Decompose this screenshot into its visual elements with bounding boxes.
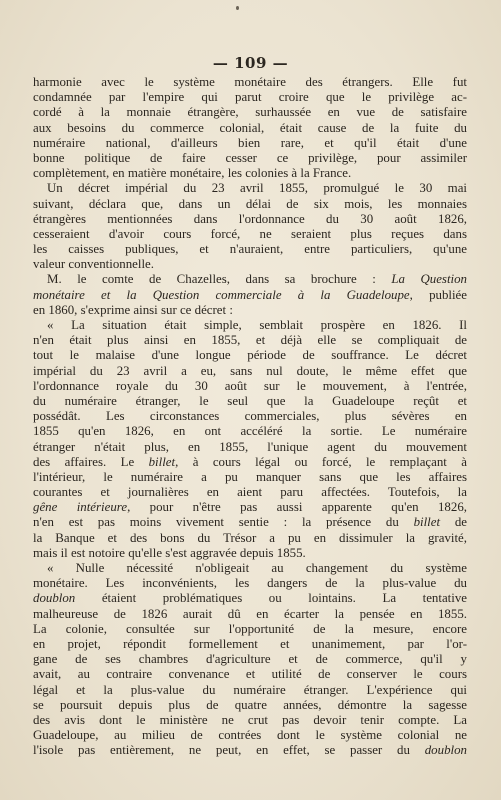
text-line: courantes et journalières en aient paru affectées. Toutefois, la — [33, 485, 467, 500]
text-line: des affaires. Le billet, à cours légal ou forcé, le remplaçant à — [33, 454, 468, 469]
text-line: valeur conventionnelle. — [33, 257, 154, 272]
text-line: gêne intérieure, pour n'être pas aussi apparente qu'en 1826, — [33, 500, 467, 515]
text-line: doublon étaient problématiques ou lointains. La tentative — [33, 591, 467, 606]
text-line: bonne politique de faire cesser ce privilège, pour assimiler — [33, 150, 467, 165]
text-line: étranger n'était plus, en 1855, l'unique agent du mouvement — [33, 439, 467, 454]
text-line: se poursuit depuis plus de quatre années, démontre la sagesse — [33, 697, 467, 712]
text-line: condamnée par l'empire qui parut croire que le privilège ac- — [33, 90, 467, 105]
text-line: l'ordonnance royale du 30 août sur le mouvement, à l'entrée, — [33, 378, 467, 393]
text-line: l'intérieur, le numéraire a pu manquer sans que les affaires — [33, 469, 467, 484]
text-line: monétaire et la Question commerciale à la Guadeloupe, publiée — [33, 287, 468, 302]
text-line: possédât. Les circonstances commerciales, plus sévères en — [33, 409, 467, 424]
text-line: n'en était plus ainsi en 1855, et déjà elle se compliquait de — [33, 333, 467, 348]
text-line: malheureuse de 1826 aurait dû en écarter la pensée en 1855. — [33, 606, 467, 621]
text-line: La colonie, consultée sur l'opportunité de la mesure, encore — [33, 621, 467, 636]
text-line: étrangères mentionnées dans l'ordonnance du 30 août 1826, — [33, 211, 467, 226]
text-line: n'en est pas moins vivement sentie : la présence du billet de — [33, 515, 468, 530]
text-line: M. le comte de Chazelles, dans sa brochure : La Question — [47, 272, 467, 287]
text-line: numéraire national, d'ailleurs bien rare, et qu'il était d'une — [33, 135, 467, 150]
text-line: suivant, déclara que, dans un délai de six mois, les monnaies — [33, 196, 467, 211]
text-line: du numéraire étranger, le seul que la Guadeloupe reçût et — [33, 393, 467, 408]
text-line: harmonie avec le système monétaire des étrangers. Elle fut — [33, 75, 467, 89]
text-line: la Banque et des bons du Trésor a pu en dissimuler la gravité, — [33, 530, 467, 545]
text-line: cesseraient d'avoir cours forcé, ne seraient plus reçues dans — [33, 226, 467, 241]
text-line: 1855 qu'en 1826, en ont accéléré la sortie. Le numéraire — [33, 424, 467, 439]
text-line: Un décret impérial du 23 avril 1855, promulgué le 30 mai — [47, 181, 467, 196]
text-line: cordé à la monnaie étrangère, surhaussée en vue de satisfaire — [33, 105, 467, 120]
body-text — [33, 75, 467, 758]
text-line: l'isole pas entièrement, ne peut, en effet, se passer du doublon — [33, 743, 467, 758]
text-line: en 1860, s'exprime ainsi sur ce décret : — [33, 302, 233, 317]
text-line: gane de ses chambres d'agriculture et de commerce, qu'il y — [33, 652, 467, 667]
text-line: légal et la plus-value du numéraire étranger. L'expérience qui — [33, 682, 467, 697]
text-line: avait, au contraire convenance et utilité de conserver le cours — [33, 667, 467, 682]
text-line: « Nulle nécessité n'obligeait au changement du système — [47, 561, 467, 575]
text-line: des avis dont le ministère ne crut pas devoir tenir compte. La — [33, 712, 467, 727]
text-line: complètement, en matière monétaire, les colonies à la France. — [33, 166, 352, 181]
text-line: les caisses publiques, et n'auraient, entre particuliers, qu'une — [33, 242, 467, 257]
page-number: — 109 — — [212, 54, 289, 72]
text-line: aux besoins du commerce colonial, était cause de la fuite du — [33, 120, 467, 135]
text-line: « La situation était simple, semblait prospère en 1826. Il — [47, 318, 467, 332]
text-line: mais il est notoire qu'elle s'est aggravée depuis 1855. — [33, 545, 306, 560]
text-line: monétaire. Les inconvénients, les dangers de la plus-value du — [33, 576, 467, 591]
text-line: tout le malaise d'une longue période de souffrance. Le décret — [33, 348, 467, 363]
text-line: Guadeloupe, au milieu de contrées dont le système colonial ne — [33, 728, 467, 743]
text-line: en projet, répondit formellement et unanimement, par l'or- — [33, 636, 467, 651]
text-line: impérial du 23 avril a eu, sans nul doute, le même effet que — [33, 363, 467, 378]
paper-speck — [236, 6, 239, 10]
